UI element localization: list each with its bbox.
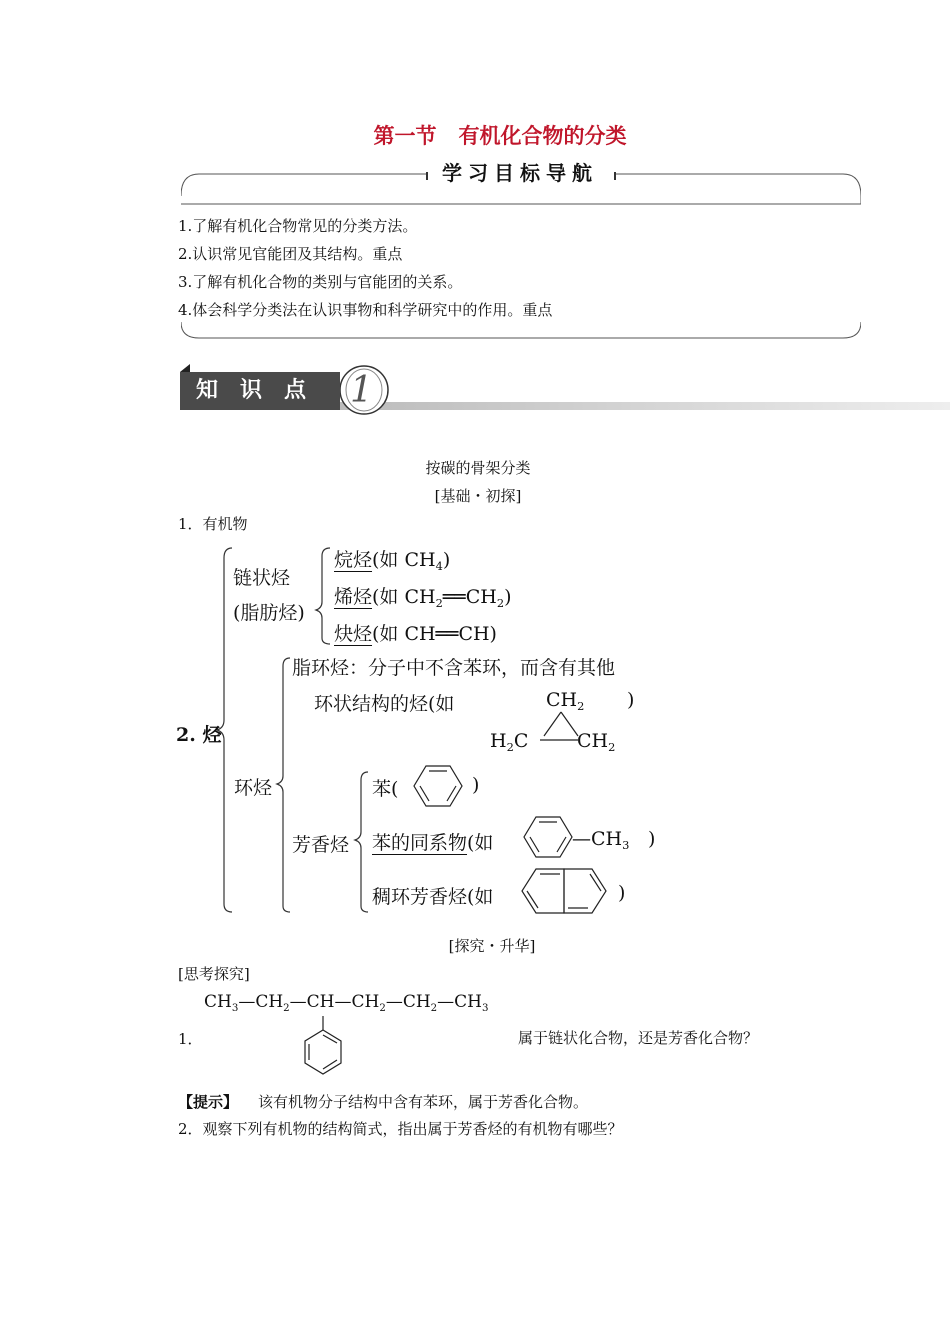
cyclopropane-left: $H_2C$: [490, 730, 529, 754]
alkane-row: 烷烃(如 $CH_4$): [334, 549, 451, 573]
cyclopropane-right: $CH_2$: [577, 730, 616, 754]
objective-item: 4.体会科学分类法在认识事物和科学研究中的作用。重点: [178, 301, 553, 319]
objectives-heading: 学习目标导航: [430, 157, 610, 186]
alkyne-row: 炔烃(如 CH══CH): [334, 623, 497, 645]
objective-item: 2.认识常见官能团及其结构。重点: [178, 245, 403, 263]
key-mark: 重点: [522, 301, 553, 319]
chain-label-2: (脂肪烃): [233, 602, 305, 624]
naphthalene-icon: [520, 866, 612, 916]
aromatic-label: 芳香烃: [292, 834, 350, 856]
knowledge-point-number: 1: [350, 370, 373, 411]
hydrocarbon-root: 2. 烃: [176, 724, 222, 746]
phenyl-substituent-icon: [300, 1014, 346, 1076]
chain-label-1: 链状烃: [233, 567, 291, 589]
objective-item: 1.了解有机化合物常见的分类方法。: [178, 217, 418, 235]
homolog-row: 苯的同系物(如: [372, 832, 494, 854]
key-mark: 重点: [372, 245, 403, 263]
alicyclic-line-2: 环状结构的烃(如: [314, 693, 455, 715]
section-name: 有机化合物的分类: [458, 124, 627, 148]
homolog-end: ): [648, 828, 656, 850]
question-1-number: 1．: [178, 1030, 203, 1048]
basics-tag: [基础・初探]: [434, 487, 522, 505]
knowledge-point-label: 知识点: [180, 372, 340, 410]
objective-item: 3.了解有机化合物的类别与官能团的关系。: [178, 273, 463, 291]
item-organic: 1．有机物: [178, 515, 248, 533]
hint-row: 【提示】 该有机物分子结构中含有苯环，属于芳香化合物。: [178, 1093, 589, 1111]
hint-label: 【提示】: [178, 1093, 239, 1111]
fused-end: ): [618, 882, 626, 904]
question-1: 属于链状化合物，还是芳香化合物？: [518, 1029, 759, 1047]
page-title: [0, 120, 950, 150]
question-2: 2．观察下列有机物的结构简式，指出属于芳香烃的有机物有哪些？: [178, 1120, 623, 1138]
explore-tag: [探究・升华]: [448, 937, 536, 955]
alkene-row: 烯烃(如 $CH_2══CH_2$): [334, 586, 512, 610]
alicyclic-end: ): [627, 689, 635, 711]
think-tag: [思考探究]: [178, 965, 250, 983]
ring-label: 环烃: [234, 777, 273, 799]
benzene-ring-icon: [412, 764, 464, 808]
topic-heading: 按碳的骨架分类: [425, 459, 531, 477]
benzene-label: 苯(: [372, 778, 399, 800]
methyl-group: $—CH_3$: [572, 828, 630, 852]
alicyclic-line-1: 脂环烃：分子中不含苯环，而含有其他: [292, 657, 616, 679]
section-number: 第一节: [373, 124, 437, 148]
fused-row: 稠环芳香烃(如: [372, 886, 494, 908]
cyclopropane-bonds: [530, 710, 590, 746]
cyclopropane-top: $CH_2$: [546, 689, 585, 713]
structural-formula: $CH_3—CH_2—CH—CH_2—CH_2—CH_3$: [204, 992, 489, 1014]
benzene-end: ): [472, 774, 480, 796]
